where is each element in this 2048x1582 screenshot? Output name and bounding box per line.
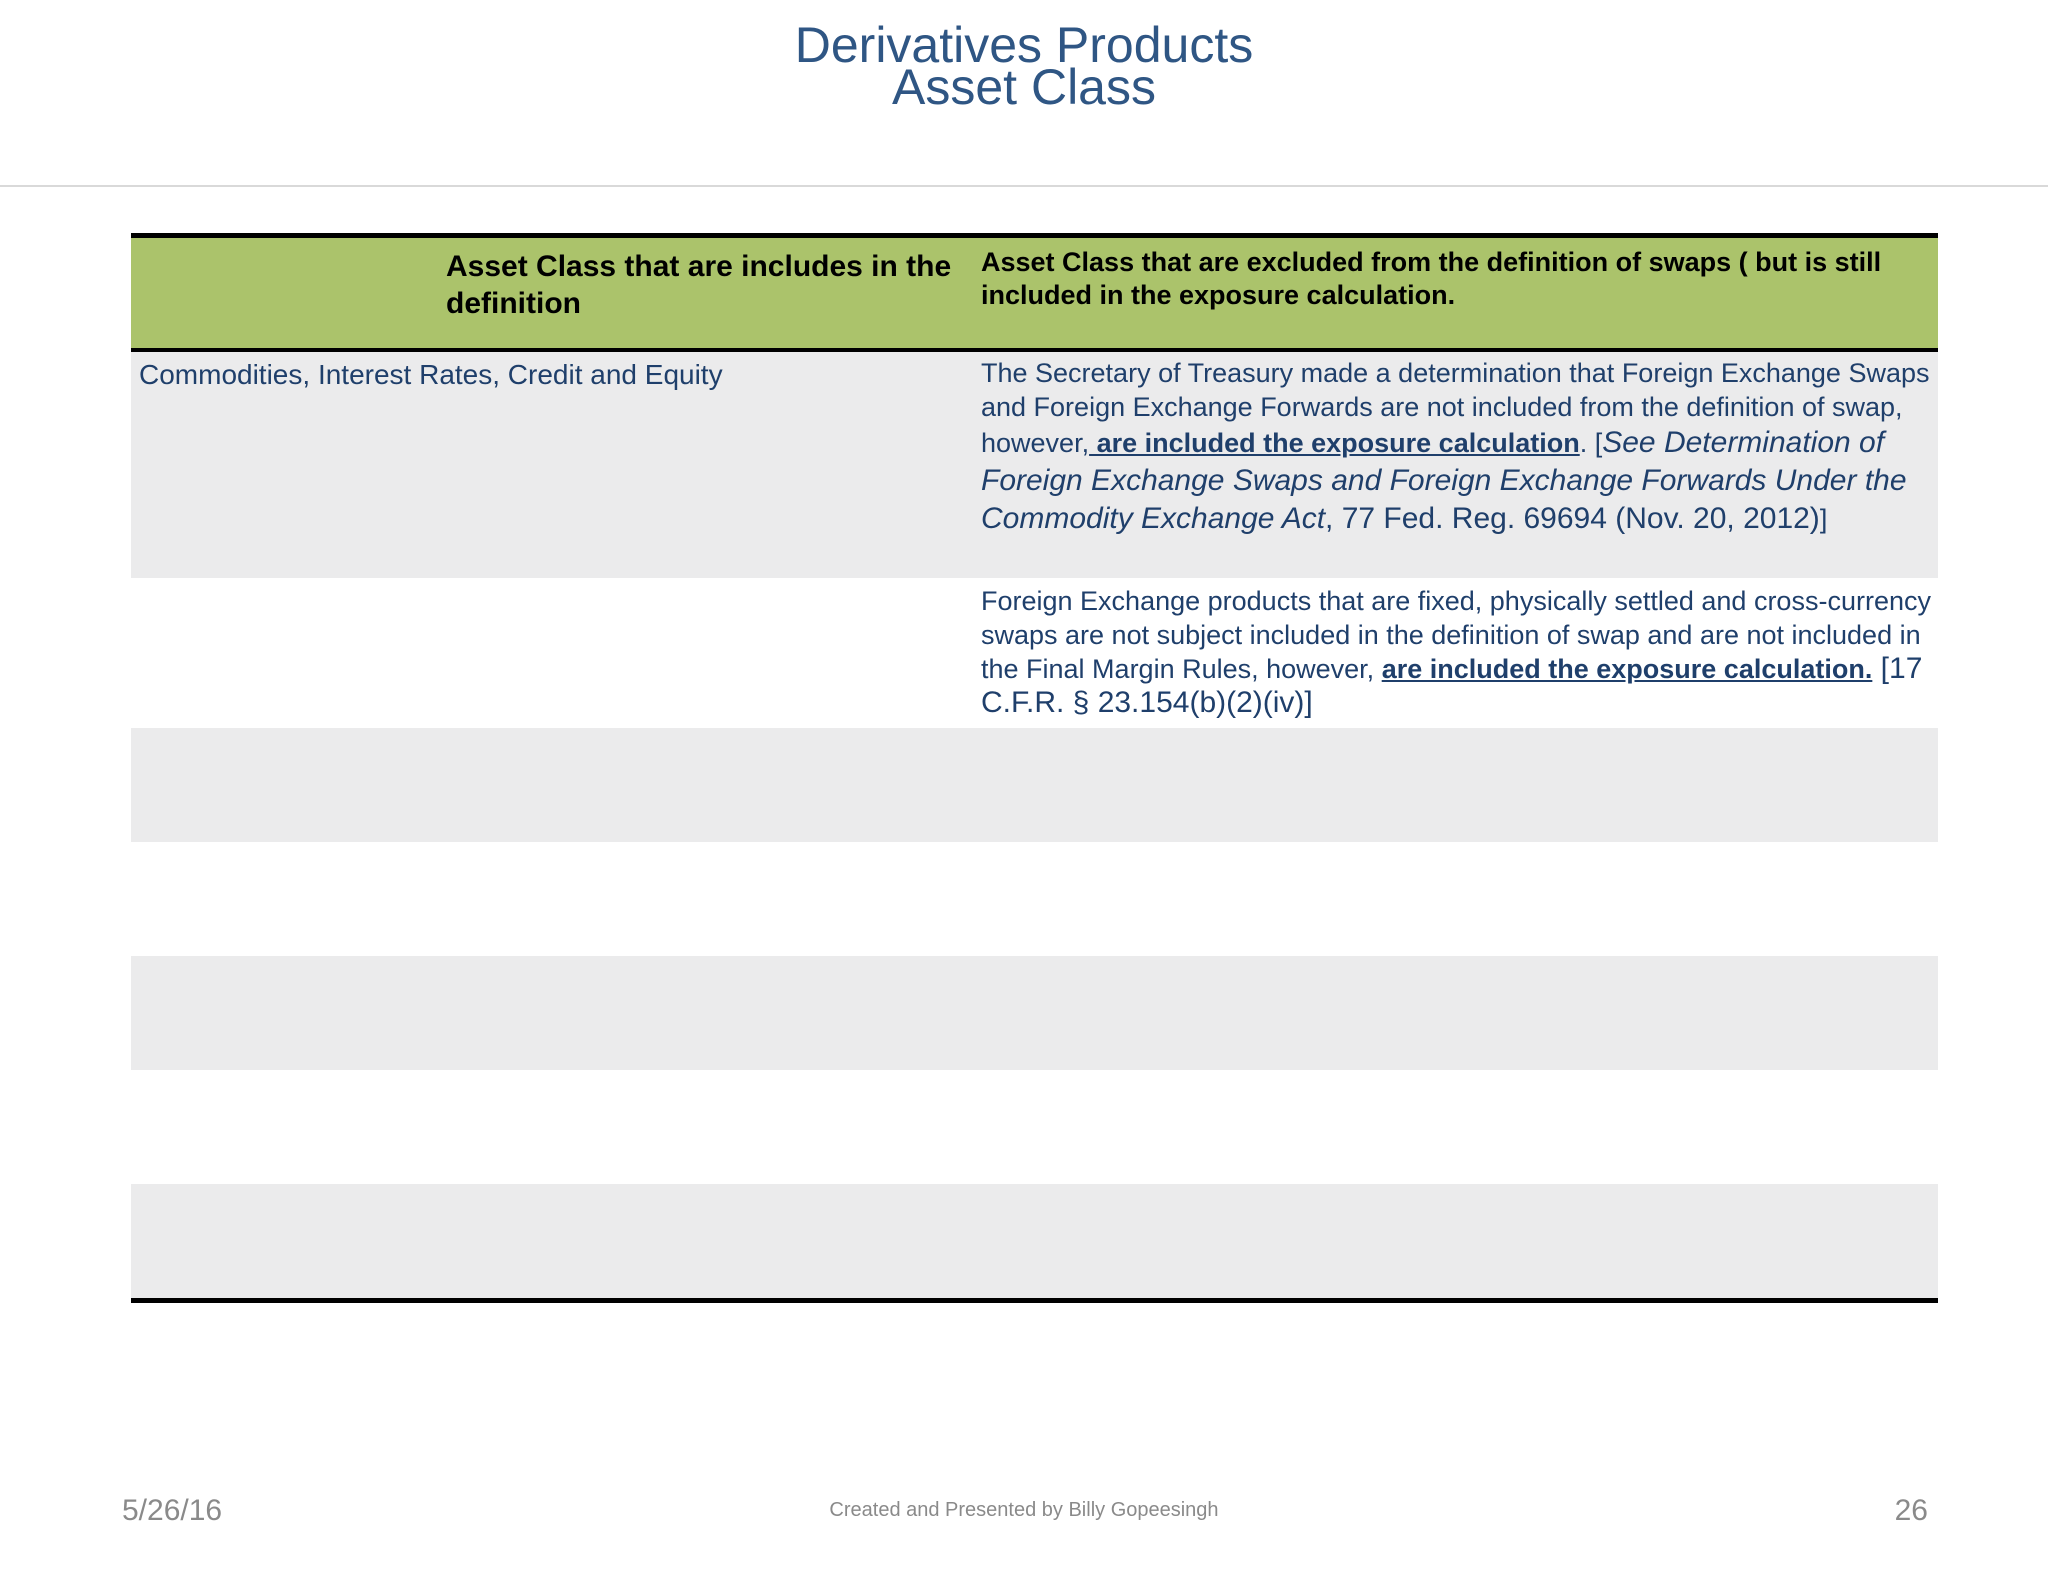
citation-open: . [ bbox=[1579, 428, 1603, 458]
citation-close: ] bbox=[1819, 504, 1828, 534]
header-excluded-assets: Asset Class that are excluded from the definition of swaps ( but is still included in the exposure calculation. bbox=[981, 247, 1882, 310]
table-bottom-border bbox=[131, 1298, 1938, 1303]
table-header bbox=[131, 233, 1938, 352]
exposure-calculation-emphasis: are included the exposure calculation. bbox=[1381, 654, 1873, 684]
footer-date: 5/26/16 bbox=[122, 1494, 223, 1527]
citation-reference: , 77 Fed. Reg. 69694 (Nov. 20, 2012) bbox=[1325, 502, 1820, 535]
fx-products-cell bbox=[981, 584, 1936, 720]
slide-title-line1: Derivatives Products bbox=[794, 17, 1254, 73]
citation-title: See Determination of Foreign Exchange Swaps and Foreign Exchange Forwards Under the Commodity Exchange Act bbox=[981, 426, 1907, 535]
header-included-assets: Asset Class that are includes in the definition bbox=[446, 250, 952, 320]
table-row bbox=[131, 1184, 1938, 1298]
fx-products-intro: Foreign Exchange products that are fixed, physically settled and cross-currency swaps are not subject included in the definition of swap and are not included in the Final Margin Rules, however, bbox=[981, 586, 1931, 684]
fx-swaps-intro: The Secretary of Treasury made a determination that Foreign Exchange Swaps and Foreign Exchange Forwards are not included from the definition of swap, however, bbox=[981, 358, 1930, 458]
footer-credit: Created and Presented by Billy Gopeesingh bbox=[829, 1499, 1219, 1521]
table-row bbox=[131, 728, 1938, 842]
page-number: 26 bbox=[1894, 1494, 1928, 1527]
included-assets-cell: Commodities, Interest Rates, Credit and Equity bbox=[139, 359, 723, 390]
table-row bbox=[131, 352, 1938, 578]
fx-swaps-forwards-cell bbox=[981, 356, 1936, 538]
table-row bbox=[131, 956, 1938, 1070]
table-row bbox=[131, 578, 1938, 728]
asset-class-table bbox=[131, 233, 1938, 1303]
table-row bbox=[131, 1070, 1938, 1184]
cfr-citation: [17 C.F.R. § 23.154(b)(2)(iv)] bbox=[981, 652, 1923, 719]
exposure-calculation-emphasis: are included the exposure calculation bbox=[1089, 428, 1580, 458]
title-divider bbox=[0, 185, 2048, 187]
table-row bbox=[131, 842, 1938, 956]
slide-title-line2: Asset Class bbox=[892, 59, 1156, 115]
